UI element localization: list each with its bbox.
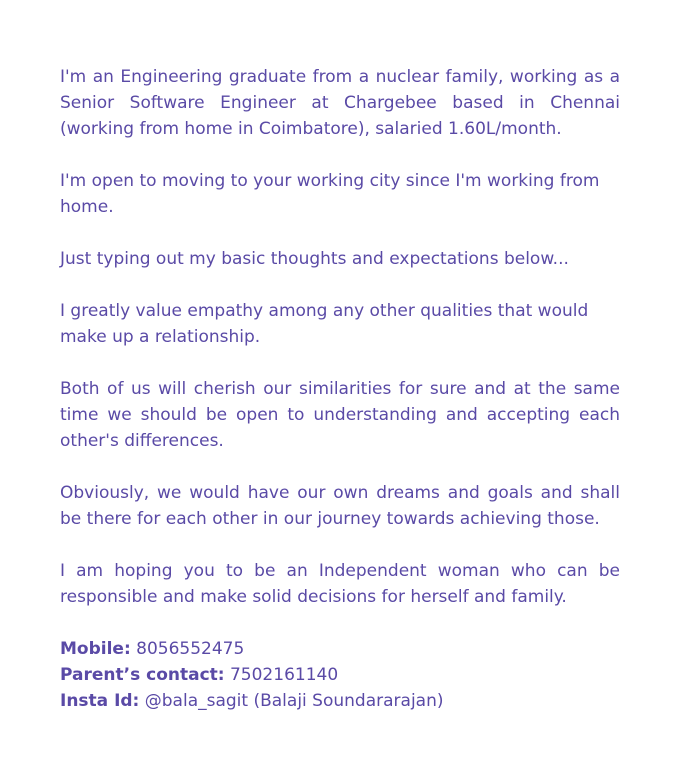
independence-paragraph: I am hoping you to be an Independent woman who can be responsible and make solid decisions for herself and family. [60, 561, 620, 607]
insta-contact-line [60, 688, 620, 714]
expectations-intro-paragraph: Just typing out my basic thoughts and expectations below... [60, 249, 569, 269]
goals-paragraph: Obviously, we would have our own dreams and goals and shall be there for each other in our journey towards achieving those. [60, 483, 620, 529]
mobile-number: 8056552475 [136, 639, 245, 659]
intro-paragraph: I'm an Engineering graduate from a nuclear family, working as a Senior Software Engineer at Chargebee based in Chennai (working from home in Coimbatore), salaried 1.60L/month. [60, 67, 620, 139]
relocation-paragraph: I'm open to moving to your working city since I'm working from home. [60, 171, 600, 217]
parent-contact-number: 7502161140 [229, 665, 339, 685]
profile-text-block [60, 64, 620, 714]
mobile-contact-line [60, 636, 620, 662]
contact-details [60, 636, 620, 714]
empathy-paragraph: I greatly value empathy among any other qualities that would make up a relationship. [60, 301, 589, 347]
similarities-paragraph: Both of us will cherish our similarities for sure and at the same time we should be open to understanding and accepting each other's differences. [60, 379, 620, 451]
insta-label: Insta Id: [60, 691, 140, 711]
parent-contact-line [60, 662, 620, 688]
mobile-label: Mobile: [60, 639, 131, 659]
insta-handle: @bala_sagit (Balaji Soundararajan) [144, 691, 444, 711]
parent-contact-label: Parent’s contact: [60, 665, 225, 685]
